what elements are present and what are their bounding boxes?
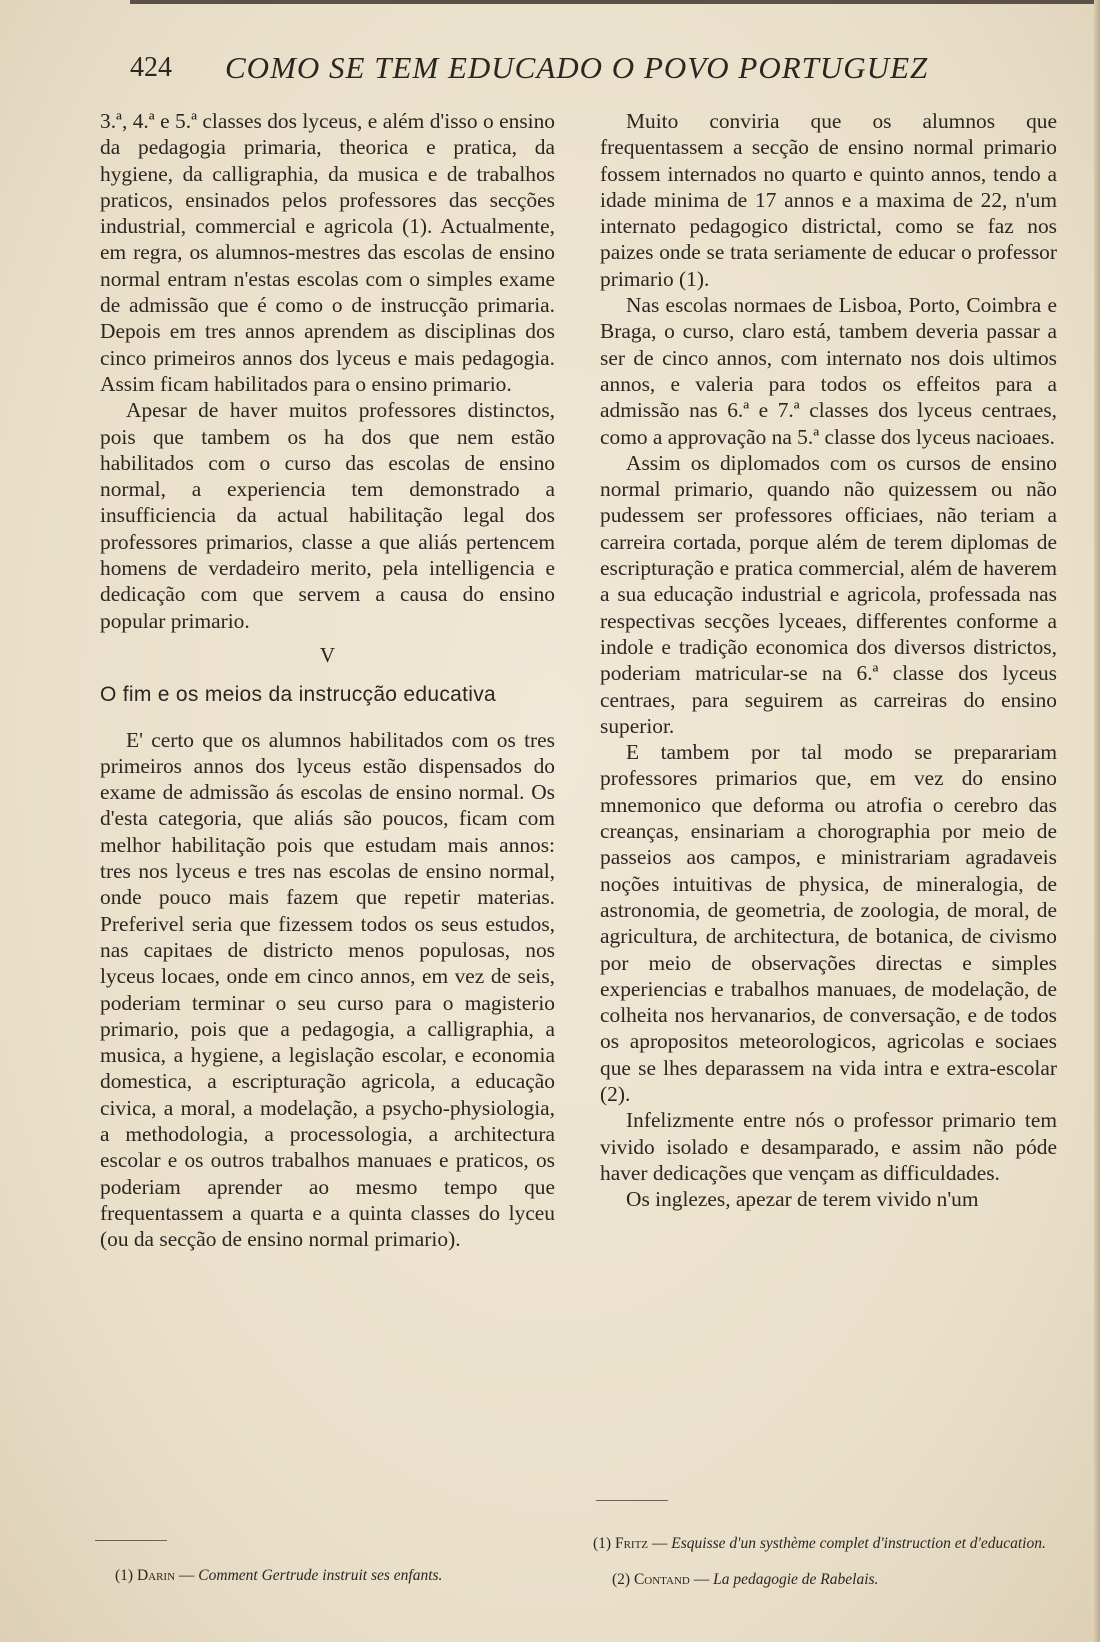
footnote-right-1 [593,1535,1053,1553]
paragraph: E' certo que os alumnos habilitados com os tres primeiros annos dos lyceus estão dispensados do exame de admissão ás escolas de ensino normal. Os d'esta categoria, que aliás são poucos, ficam com melhor habilitação pois que estudam mais annos: tres nos lyceus e tres nas escolas de ensino normal, onde pouco mais fazem que repetir materias. Preferivel seria que fizessem todos os seus estudos, nas capitaes de districto menos populosas, nos lyceus locaes, onde em cinco annos, em vez de seis, poderiam terminar o seu curso para o magisterio primario, pois que a pedagogia, a calligraphia, a musica, a hygiene, a legislação escolar, e economia domestica, a escripturação agricola, a educação civica, a moral, a modelação, a psycho-physiologia, a methodologia, a processologia, a architectura escolar e os outros trabalhos manuaes e praticos, os poderiam aprender ao mesmo tempo que frequentassem a quarta e a quinta classes do lyceu (ou da secção de ensino normal primario). [100,727,555,1252]
footnote-author: Fritz — [614,1535,668,1552]
section-number: V [319,642,336,667]
paragraph: Muito conviria que os alumnos que frequentassem a secção de ensino normal primario fossem internados no quarto e quinto annos, tendo a idade minima de 17 annos e a maxima de 22, n'um internato pedagogico districtal, como se faz nos paizes onde se trata seriamente de educar o professor primario (1). [600,109,1057,291]
footnote-rule [596,1500,668,1501]
paragraph: Assim os diplomados com os cursos de ensino normal primario, quando não quizessem ou não pudessem ser professores officiaes, não teriam a carreira cortada, porque além de terem diplomas de escripturação e pratica commercial, além de haverem a sua educação industrial e agricola, professada nas respectivas secções lyceaes, differentes conforme a indole e tradição economica dos diversos districtos, poderiam matricular-se na 6.ª classe dos lyceus centraes, para seguirem as carreiras do ensino superior. [600,450,1057,738]
paragraph: 3.ª, 4.ª e 5.ª classes dos lyceus, e além d'isso o ensino da pedagogia primaria, theorica e pratica, da hygiene, da calligraphia, da musica e de trabalhos praticos, ensinados pelos professores das secções industrial, commercial e agricola (1). Actualmente, em regra, os alumnos-mestres das escolas de ensino normal entram n'estas escolas com o simples exame de admissão que é como o de instrucção primaria. Depois em tres annos aprendem as disciplinas dos cinco primeiros annos dos lyceus e mais pedagogia. Assim ficam habilitados para o ensino primario. [100,109,555,396]
paragraph: Infelizmente entre nós o professor primario tem vivido isolado e desamparado, e assim não póde haver dedicações que vençam as difficuldades. [600,1108,1057,1185]
footnote-title: Esquisse d'un systhème complet d'instruction et d'education. [671,1535,1046,1552]
footnote-title: La pedagogie de Rabelais. [713,1571,879,1588]
right-column [600,108,1057,1212]
paragraph: Nas escolas normaes de Lisboa, Porto, Coimbra e Braga, o curso, claro está, tambem deveria passar a ser de cinco annos, com internato nos dois ultimos annos, e valeria para todos os effeitos para a admissão nas 6.ª e 7.ª classes dos lyceus centraes, como a approvação na 5.ª classe dos lyceus nacioaes. [600,293,1057,449]
footnote-left [115,1567,565,1585]
footnote-rule [95,1540,167,1541]
footnote-author: Darin — [136,1567,195,1584]
page-number: 424 [130,52,172,83]
running-header [110,50,970,90]
paragraph: Os inglezes, apezar de terem vivido n'um [626,1187,979,1212]
page-binding-edge [1094,0,1100,1642]
left-column [100,108,555,1252]
section-title: O fim e os meios da instrucção educativa [100,683,497,707]
paragraph: Apesar de haver muitos professores distinctos, pois que tambem os ha dos que nem estão habilitados com o curso das escolas de ensino normal, a experiencia tem demonstrado a insufficiencia da actual habilitação legal dos professores primarios, classe a que aliás pertencem homens de verdadeiro merito, pela intelligencia e dedicação com que servem a causa do ensino popular primario. [100,398,555,633]
footnote-marker: (1) [593,1535,612,1552]
paragraph: E tambem por tal modo se preparariam professores primarios que, em vez do ensino mnemonico que deforma ou atrofia o cerebro das creanças, ensinariam a chorographia por meio de passeios aos campos, e ministrariam agradaveis noções intuitivas de physica, de mineralogia, de astronomia, de geometria, de zoologia, de moral, de agricultura, de architectura, de botanica, de civismo por meio de observações directas e simples experiencias e trabalhos manuaes, de modelação, de colheita nos hervanarios, de conversação, e de todos os apropositos meteorologicos, agricolas e sociaes que se lhes deparassem na vida intra e extra-escolar (2). [600,740,1057,1106]
running-title: COMO SE TEM EDUCADO O POVO PORTUGUEZ [225,50,929,85]
footnote-right-2 [612,1571,1052,1589]
footnote-marker: (1) [115,1567,134,1584]
footnote-title: Comment Gertrude instruit ses enfants. [198,1567,443,1584]
footnote-author: Contand — [633,1571,710,1588]
page-top-edge [130,0,1100,4]
footnote-marker: (2) [612,1571,631,1588]
